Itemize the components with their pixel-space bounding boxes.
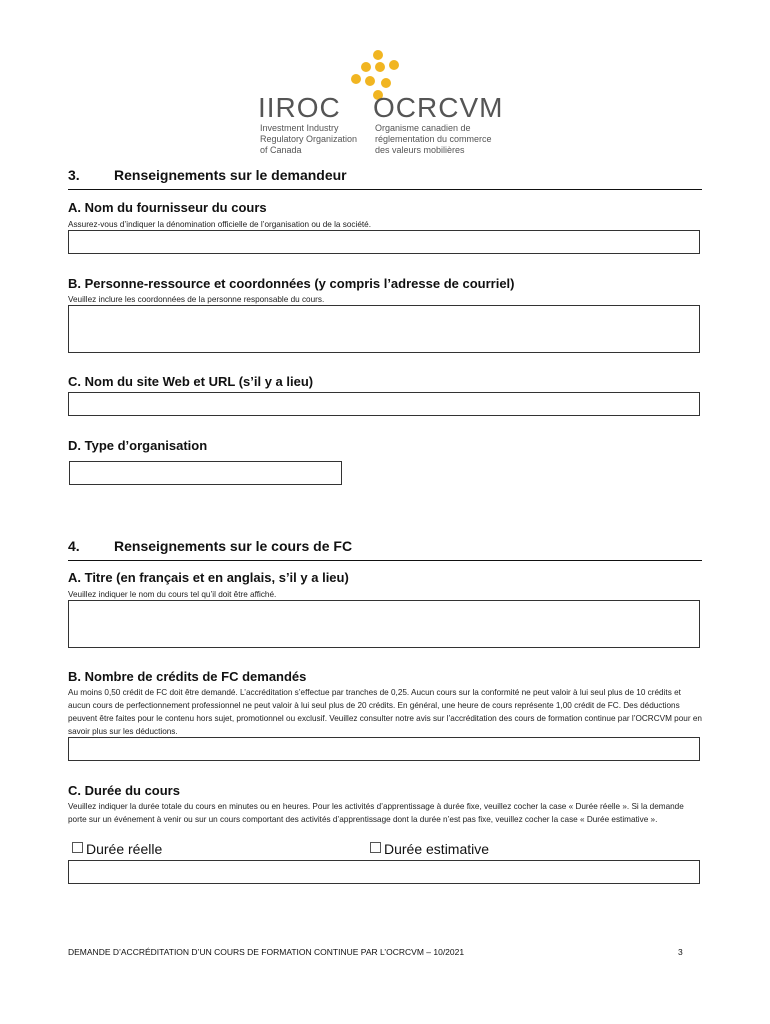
checkbox-icon[interactable] — [72, 842, 83, 853]
section-4-heading — [68, 538, 702, 558]
credits-field[interactable] — [68, 737, 700, 761]
provider-name-label: A. Nom du fournisseur du cours — [68, 200, 267, 215]
section-number: 4. — [68, 538, 80, 554]
section-title: Renseignements sur le cours de FC — [114, 538, 353, 554]
checkbox-icon[interactable] — [370, 842, 381, 853]
section-divider — [68, 560, 702, 561]
organization-type-label: D. Type d’organisation — [68, 438, 208, 453]
estimated-duration-label: Durée estimative — [384, 841, 490, 857]
actual-duration-checkbox[interactable] — [72, 841, 162, 857]
organization-type-field[interactable] — [69, 461, 342, 485]
actual-duration-label: Durée réelle — [86, 841, 163, 857]
contact-person-field[interactable] — [68, 305, 700, 353]
website-label: C. Nom du site Web et URL (s’il y a lieu) — [68, 374, 314, 389]
contact-person-help: Veuillez inclure les coordonnées de la personne responsable du cours. — [68, 295, 325, 304]
course-title-label: A. Titre (en français et en anglais, s’il y a lieu) — [68, 570, 349, 585]
section-divider — [68, 189, 702, 190]
logo-subtitle-en: Investment Industry Regulatory Organization of Canada — [260, 123, 358, 155]
section-title: Renseignements sur le demandeur — [114, 167, 347, 183]
section-number: 3. — [68, 167, 80, 183]
duration-label: C. Durée du cours — [68, 783, 180, 798]
provider-name-help: Assurez-vous d’indiquer la dénomination officielle de l’organisation ou de la société. — [68, 220, 371, 229]
page-footer: DEMANDE D’ACCRÉDITATION D’UN COURS DE FORMATION CONTINUE PAR L’OCRCVM – 10/2021 — [68, 947, 465, 957]
logo-subtitle-fr: Organisme canadien de réglementation du commerce des valeurs mobilières — [375, 123, 492, 155]
estimated-duration-checkbox[interactable] — [370, 841, 489, 857]
course-title-field[interactable] — [68, 600, 700, 648]
website-field[interactable] — [68, 392, 700, 416]
iiroc-ocrcvm-logo — [255, 50, 515, 155]
course-title-help: Veuillez indiquer le nom du cours tel qu’il doit être affiché. — [68, 590, 277, 599]
duration-field[interactable] — [68, 860, 700, 884]
provider-name-field[interactable] — [68, 230, 700, 254]
credits-help: Au moins 0,50 crédit de FC doit être demandé. L’accréditation s’effectue par tranches de 0,25. Aucun cours sur la conformité ne peut valoir à lui seul plus de 10 crédits et aucun cours de perfectionnement professionnel ne peut valoir à lui seul plus de 20 crédits. En général, une heure de cours représente 1,00 crédit de FC. Des déductions peuvent être faites pour le contenu hors sujet, promotionnel ou exclusif. Veuillez consulter notre avis sur l’accréditation des cours de formation continue par l’OCRCVM pour en savoir plus sur les déductions. — [68, 688, 702, 736]
credits-label: B. Nombre de crédits de FC demandés — [68, 669, 307, 684]
logo-wordmark-fr: OCRCVM — [373, 92, 504, 123]
page-number: 3 — [678, 947, 683, 957]
section-3-heading — [68, 167, 702, 187]
contact-person-label: B. Personne-ressource et coordonnées (y compris l’adresse de courriel) — [68, 276, 515, 291]
logo-wordmark-en: IIROC — [258, 92, 341, 123]
duration-help: Veuillez indiquer la durée totale du cours en minutes ou en heures. Pour les activités d’apprentissage à durée fixe, veuillez cocher la case « Durée réelle ». Si la demande porte sur un événement à venir ou sur un cours comportant des activités d’apprentissage dont la durée n’est pas fixe, veuillez cocher la case « Durée estimative ». — [68, 802, 684, 824]
